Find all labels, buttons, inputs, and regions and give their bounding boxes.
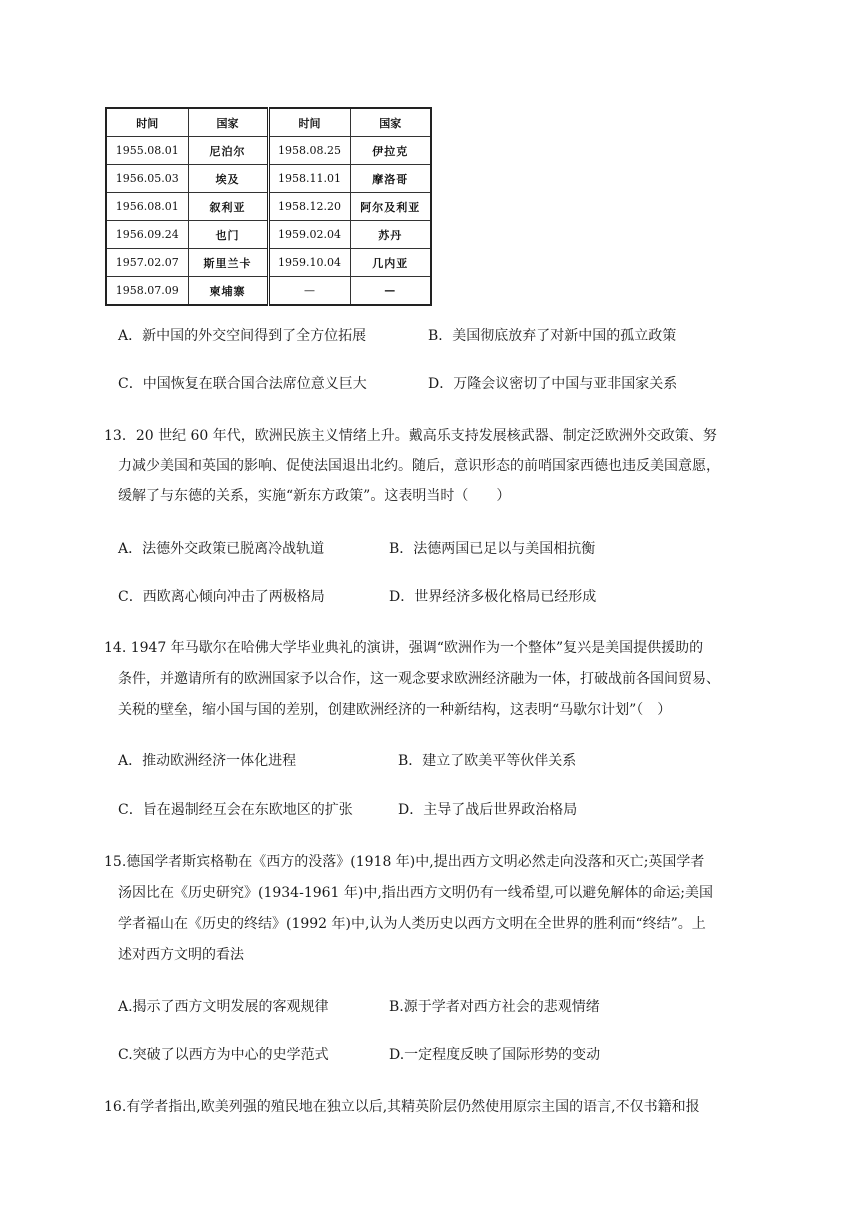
q15-stem-line-4: 述对西方文明的看法: [118, 947, 244, 963]
table-row: [106, 193, 431, 221]
q15-option-d: D.一定程度反映了国际形势的变动: [389, 1047, 601, 1063]
table-cell-date: 1959.10.04: [268, 249, 350, 277]
table-cell-date: 1956.09.24: [106, 221, 188, 249]
q14-option-b: B．建立了欧美平等伙伴关系: [398, 753, 577, 769]
q13-stem-line-2: 力减少美国和英国的影响、促使法国退出北约。随后，意识形态的前哨国家西德也违反美国意愿，: [118, 458, 720, 474]
table-row: [106, 137, 431, 165]
q15-stem-line-2: 汤因比在《历史研究》(1934-1961 年)中,指出西方文明仍有一线希望,可以避免解体的命运;美国: [118, 885, 713, 901]
q12-option-c: C．中国恢复在联合国合法席位意义巨大: [118, 376, 367, 392]
q14-stem-line-1: 14. 1947 年马歇尔在哈佛大学毕业典礼的演讲，强调“欧洲作为一个整体”复兴是美国提供援助的: [104, 640, 704, 656]
q13-option-b: B．法德两国已足以与美国相抗衡: [389, 541, 596, 557]
q14-stem-line-2: 条件，并邀请所有的欧洲国家予以合作，这一观念要求欧洲经济融为一体，打破战前各国间贸易、: [118, 671, 720, 687]
table-cell-country: 柬埔寨: [188, 277, 268, 306]
table-cell-date: 1957.02.07: [106, 249, 188, 277]
q13-option-a: A．法德外交政策已脱离冷战轨道: [118, 541, 325, 557]
table-cell-date: —: [268, 277, 350, 306]
q12-option-a: A．新中国的外交空间得到了全方位拓展: [118, 328, 367, 344]
table-header-row: [106, 108, 431, 137]
diplomatic-relations-table-wrapper: [105, 107, 430, 298]
table-cell-country: 埃及: [188, 165, 268, 193]
table-cell-country: 斯里兰卡: [188, 249, 268, 277]
table-row: [106, 221, 431, 249]
table-header-cell: 时间: [268, 108, 350, 137]
table-cell-date: 1958.07.09: [106, 277, 188, 306]
table-cell-date: 1958.08.25: [268, 137, 350, 165]
q13-option-c: C．西欧离心倾向冲击了两极格局: [118, 589, 325, 605]
q14-option-a: A．推动欧洲经济一体化进程: [118, 753, 297, 769]
table-row: [106, 277, 431, 306]
q13-option-d: D．世界经济多极化格局已经形成: [389, 589, 597, 605]
table-cell-date: 1958.12.20: [268, 193, 350, 221]
table-cell-country: 也门: [188, 221, 268, 249]
q15-option-a: A.揭示了西方文明发展的客观规律: [118, 999, 329, 1015]
table-cell-date: 1956.08.01: [106, 193, 188, 221]
table-cell-country: 苏丹: [350, 221, 431, 249]
q15-stem-line-1: 15.德国学者斯宾格勒在《西方的没落》(1918 年)中,提出西方文明必然走向没落和灭亡;英国学者: [104, 854, 705, 870]
table-row: [106, 165, 431, 193]
q15-stem-line-3: 学者福山在《历史的终结》(1992 年)中,认为人类历史以西方文明在全世界的胜利而“终结”。上: [118, 916, 706, 932]
q14-stem-line-3: 关税的壁垒，缩小国与国的差别，创建欧洲经济的一种新结构，这表明“马歇尔计划”（ ）: [118, 702, 672, 718]
table-cell-country: 几内亚: [350, 249, 431, 277]
q14-option-d: D．主导了战后世界政治格局: [398, 802, 578, 818]
q12-option-b: B．美国彻底放弃了对新中国的孤立政策: [428, 328, 677, 344]
table-header-cell: 时间: [106, 108, 188, 137]
diplomatic-relations-table: [105, 107, 432, 306]
table-cell-date: 1956.05.03: [106, 165, 188, 193]
table-header-cell: 国家: [350, 108, 431, 137]
table-cell-date: 1959.02.04: [268, 221, 350, 249]
q14-option-c: C．旨在遏制经互会在东欧地区的扩张: [118, 802, 353, 818]
q12-option-d: D．万隆会议密切了中国与亚非国家关系: [428, 376, 678, 392]
table-cell-country: 叙利亚: [188, 193, 268, 221]
q16-stem-line-1: 16.有学者指出,欧美列强的殖民地在独立以后,其精英阶层仍然使用原宗主国的语言,不仅书籍和报: [104, 1099, 700, 1115]
table-header-cell: 国家: [188, 108, 268, 137]
table-cell-country: 摩洛哥: [350, 165, 431, 193]
table-cell-country: 伊拉克: [350, 137, 431, 165]
table-cell-country: 尼泊尔: [188, 137, 268, 165]
table-cell-date: 1955.08.01: [106, 137, 188, 165]
table-cell-country: —: [350, 277, 431, 306]
table-cell-date: 1958.11.01: [268, 165, 350, 193]
q13-stem-line-3: 缓解了与东德的关系，实施“新东方政策”。这表明当时（ ）: [118, 488, 511, 504]
table-cell-country: 阿尔及利亚: [350, 193, 431, 221]
q15-option-c: C.突破了以西方为中心的史学范式: [118, 1047, 329, 1063]
table-row: [106, 249, 431, 277]
q13-stem-line-1: 13．20 世纪 60 年代，欧洲民族主义情绪上升。戴高乐支持发展核武器、制定泛欧洲外交政策、努: [104, 428, 717, 444]
q15-option-b: B.源于学者对西方社会的悲观情绪: [389, 999, 600, 1015]
